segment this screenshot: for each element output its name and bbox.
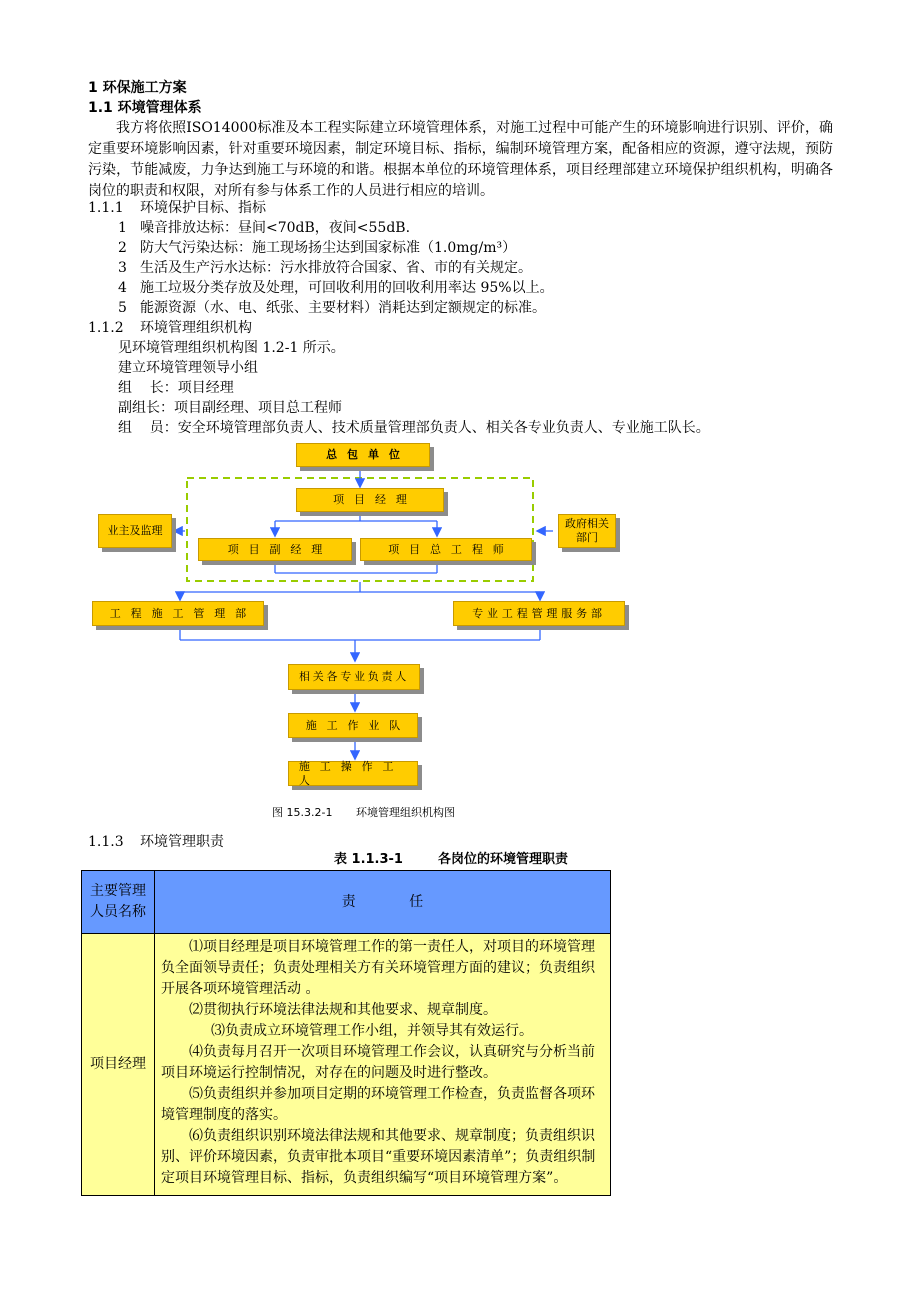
org-box-construction-team: 施工作业队	[288, 713, 418, 738]
duty-item: ⑵贯彻执行环境法律法规和其他要求、规章制度。	[189, 1002, 497, 1018]
org-line: 组 长：项目经理	[118, 380, 234, 396]
org-line: 组 员：安全环境管理部负责人、技术质量管理部负责人、相关各专业负责人、专业施工队长。	[118, 420, 710, 436]
goal-text: 噪音排放达标：昼间<70dB，夜间<55dB.	[140, 220, 411, 236]
org-box-general-contractor: 总包单位	[296, 443, 430, 467]
intro-paragraph: 我方将依照ISO14000标准及本工程实际建立环境管理体系，对施工过程中可能产生的环境影响进行识别、评价，确定重要环境影响因素，针对重要环境因素，制定环境目标、指标，编制环境管理方案，配备相应的资源，遵守法规，预防污染，节能减废，力争达到施工与环境的和谐。根据本单位的环境管理体系，项目经理部建立环境保护组织机构，明确各岗位的职责和权限，对所有参与体系工作的人员进行相应的培训。	[88, 120, 833, 199]
header-role: 主要管理人员名称	[82, 871, 155, 934]
table-title: 各岗位的环境管理职责	[438, 852, 569, 867]
duties-number: 1.1.3	[88, 834, 124, 850]
org-number: 1.1.2	[88, 320, 124, 336]
goal-text: 生活及生产污水达标：污水排放符合国家、省、市的有关规定。	[140, 260, 532, 276]
org-box-government: 政府相关部门	[558, 514, 616, 548]
goal-number: 1	[118, 220, 127, 236]
org-line: 见环境管理组织机构图 1.2-1 所示。	[118, 340, 345, 356]
row-role: 项目经理	[82, 934, 155, 1196]
figure-number: 图 15.3.2-1	[272, 806, 333, 819]
duty-item: ⑴项目经理是项目环境管理工作的第一责任人，对项目的环境管理负全面领导责任；负责处理相关方有关环境管理方面的建议；负责组织开展各项环境管理活动 。	[161, 939, 595, 997]
org-box-deputy-manager: 项目副经理	[198, 538, 352, 561]
duties-heading: 环境管理职责	[140, 834, 224, 850]
org-line: 建立环境管理领导小组	[118, 360, 258, 376]
goals-heading: 环境保护目标、指标	[140, 200, 266, 216]
row-duties	[155, 934, 611, 1196]
table-header-row	[82, 871, 611, 934]
duty-item: ⑷负责每月召开一次项目环境管理工作会议，认真研究与分析当前项目环境运行控制情况，对存在的问题及时进行整改。	[161, 1044, 595, 1081]
goals-number: 1.1.1	[88, 200, 124, 216]
table-number: 表 1.1.3-1	[334, 852, 403, 867]
duty-item: ⑶负责成立环境管理工作小组，并领导其有效运行。	[211, 1023, 533, 1039]
duties-table	[81, 870, 611, 1196]
goal-number: 3	[118, 260, 127, 276]
figure-caption: 环境管理组织机构图	[356, 806, 455, 819]
subsection-title: 1.1 环境管理体系	[88, 100, 202, 116]
org-box-owner-supervisor: 业主及监理	[98, 514, 172, 548]
org-box-construction-dept: 工程施工管理部	[92, 601, 264, 626]
org-heading: 环境管理组织机构	[140, 320, 252, 336]
goal-text: 施工垃圾分类存放及处理，可回收利用的回收利用率达 95%以上。	[140, 280, 554, 296]
section-title: 1 环保施工方案	[88, 80, 187, 96]
org-box-specialty-leads: 相关各专业负责人	[288, 664, 420, 690]
table-row	[82, 934, 611, 1196]
org-box-project-manager: 项目经理	[296, 488, 444, 512]
goal-text: 防大气污染达标：施工现场扬尘达到国家标准（1.0mg/m³）	[140, 240, 517, 256]
org-box-service-dept: 专业工程管理服务部	[453, 601, 625, 626]
header-duties: 责 任	[155, 871, 611, 934]
goal-number: 4	[118, 280, 127, 296]
org-box-chief-engineer: 项目总工程师	[360, 538, 532, 561]
goal-text: 能源资源（水、电、纸张、主要材料）消耗达到定额规定的标准。	[140, 300, 546, 316]
org-box-workers: 施工操作工人	[288, 761, 418, 786]
goal-number: 5	[118, 300, 127, 316]
goal-number: 2	[118, 240, 127, 256]
org-line: 副组长：项目副经理、项目总工程师	[118, 400, 342, 416]
duty-item: ⑹负责组织识别环境法律法规和其他要求、规章制度；负责组织识别、评价环境因素，负责审批本项目“重要环境因素清单”；负责组织制定项目环境管理目标、指标，负责组织编写“项目环境管理方案”。	[161, 1128, 596, 1186]
duty-item: ⑸负责组织并参加项目定期的环境管理工作检查，负责监督各项环境管理制度的落实。	[161, 1086, 595, 1123]
